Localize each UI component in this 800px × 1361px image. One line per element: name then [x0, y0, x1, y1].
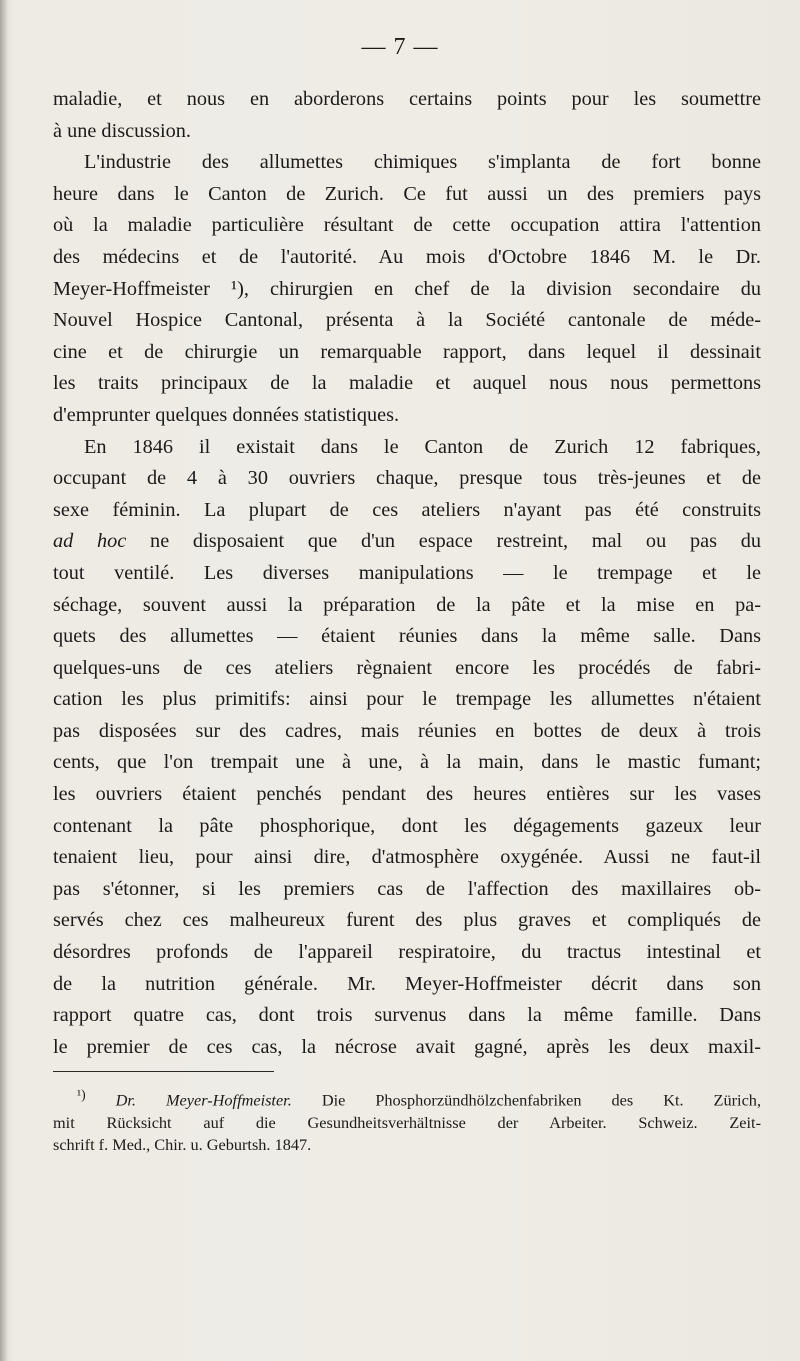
body-text	[53, 84, 761, 1063]
footnote-rule	[53, 1071, 274, 1072]
text-line: séchage, souvent aussi la préparation de la pâte et la mise en pa-	[53, 593, 761, 616]
text-line: Nouvel Hospice Cantonal, présenta à la Société cantonale de méde-	[53, 309, 761, 332]
text-line: quelques-uns de ces ateliers règnaient encore les procédés de fabri-	[53, 656, 761, 679]
text-line: rapport quatre cas, dont trois survenus dans la même famille. Dans	[53, 1004, 761, 1027]
text-line: pas disposées sur des cadres, mais réunies en bottes de deux à trois	[53, 719, 761, 742]
footnote-line: schrift f. Med., Chir. u. Geburtsh. 1847.	[53, 1135, 312, 1155]
binding-edge	[0, 0, 8, 1361]
text-line: les ouvriers étaient penchés pendant des heures entières sur les vases	[53, 783, 761, 806]
text-line: à une discussion.	[53, 119, 192, 142]
text-line: cine et de chirurgie un remarquable rapport, dans lequel il dessinait	[53, 340, 761, 363]
footnote	[53, 1084, 761, 1157]
text-line: cation les plus primitifs: ainsi pour le trempage les allumettes n'étaient	[53, 688, 761, 711]
text-line: servés chez ces malheureux furent des plus graves et compliqués de	[53, 909, 761, 932]
text-line: où la maladie particulière résultant de cette occupation attira l'attention	[53, 214, 761, 237]
text-line: le premier de ces cas, la nécrose avait gagné, après les deux maxil-	[53, 1035, 761, 1058]
text-line: En 1846 il existait dans le Canton de Zurich 12 fabriques,	[84, 435, 761, 458]
page-number: — 7 —	[361, 34, 439, 60]
text-line: heure dans le Canton de Zurich. Ce fut aussi un des premiers pays	[53, 182, 761, 205]
text-line: Meyer-Hoffmeister ¹), chirurgien en chef de la division secondaire du	[53, 277, 761, 300]
text-line: d'emprunter quelques données statistiques.	[53, 403, 400, 426]
footnote-marker: ¹)	[77, 1087, 86, 1102]
footnote-author: Dr. Meyer-Hoffmeister.	[115, 1090, 292, 1110]
footnote-line: mit Rücksicht auf die Gesundheitsverhältnisse der Arbeiter. Schweiz. Zeit-	[53, 1112, 761, 1132]
text-line: maladie, et nous en aborderons certains points pour les soumettre	[53, 88, 761, 110]
footnote-line	[53, 1084, 761, 1112]
text-line: tout ventilé. Les diverses manipulations — le trempage et le	[53, 561, 761, 584]
text-line: occupant de 4 à 30 ouvriers chaque, presque tous très-jeunes et de	[53, 467, 761, 490]
footnote-title: Die Phosphorzündhölzchenfabriken des Kt. Zürich,	[321, 1090, 762, 1110]
text-line: cents, que l'on trempait une à une, à la main, dans le mastic fumant;	[53, 751, 761, 774]
text-line: des médecins et de l'autorité. Au mois d'Octobre 1846 M. le Dr.	[53, 245, 761, 268]
text-line: les traits principaux de la maladie et auquel nous nous permettons	[53, 372, 761, 395]
text-line: L'industrie des allumettes chimiques s'implanta de fort bonne	[84, 151, 761, 174]
text-line: quets des allumettes — étaient réunies dans la même salle. Dans	[53, 625, 761, 648]
text-line: sexe féminin. La plupart de ces ateliers n'ayant pas été construits	[53, 498, 761, 521]
text-line-italic-start: ad hoc ne disposaient que d'un espace restreint, mal ou pas du	[53, 530, 762, 553]
text-line: contenant la pâte phosphorique, dont les dégagements gazeux leur	[53, 814, 761, 837]
text-line: tenaient lieu, pour ainsi dire, d'atmosphère oxygénée. Aussi ne faut-il	[53, 846, 761, 869]
text-line: pas s'étonner, si les premiers cas de l'affection des maxillaires ob-	[53, 877, 761, 900]
text-line: de la nutrition générale. Mr. Meyer-Hoffmeister décrit dans son	[53, 972, 761, 995]
text-line: désordres profonds de l'appareil respiratoire, du tractus intestinal et	[53, 941, 761, 964]
